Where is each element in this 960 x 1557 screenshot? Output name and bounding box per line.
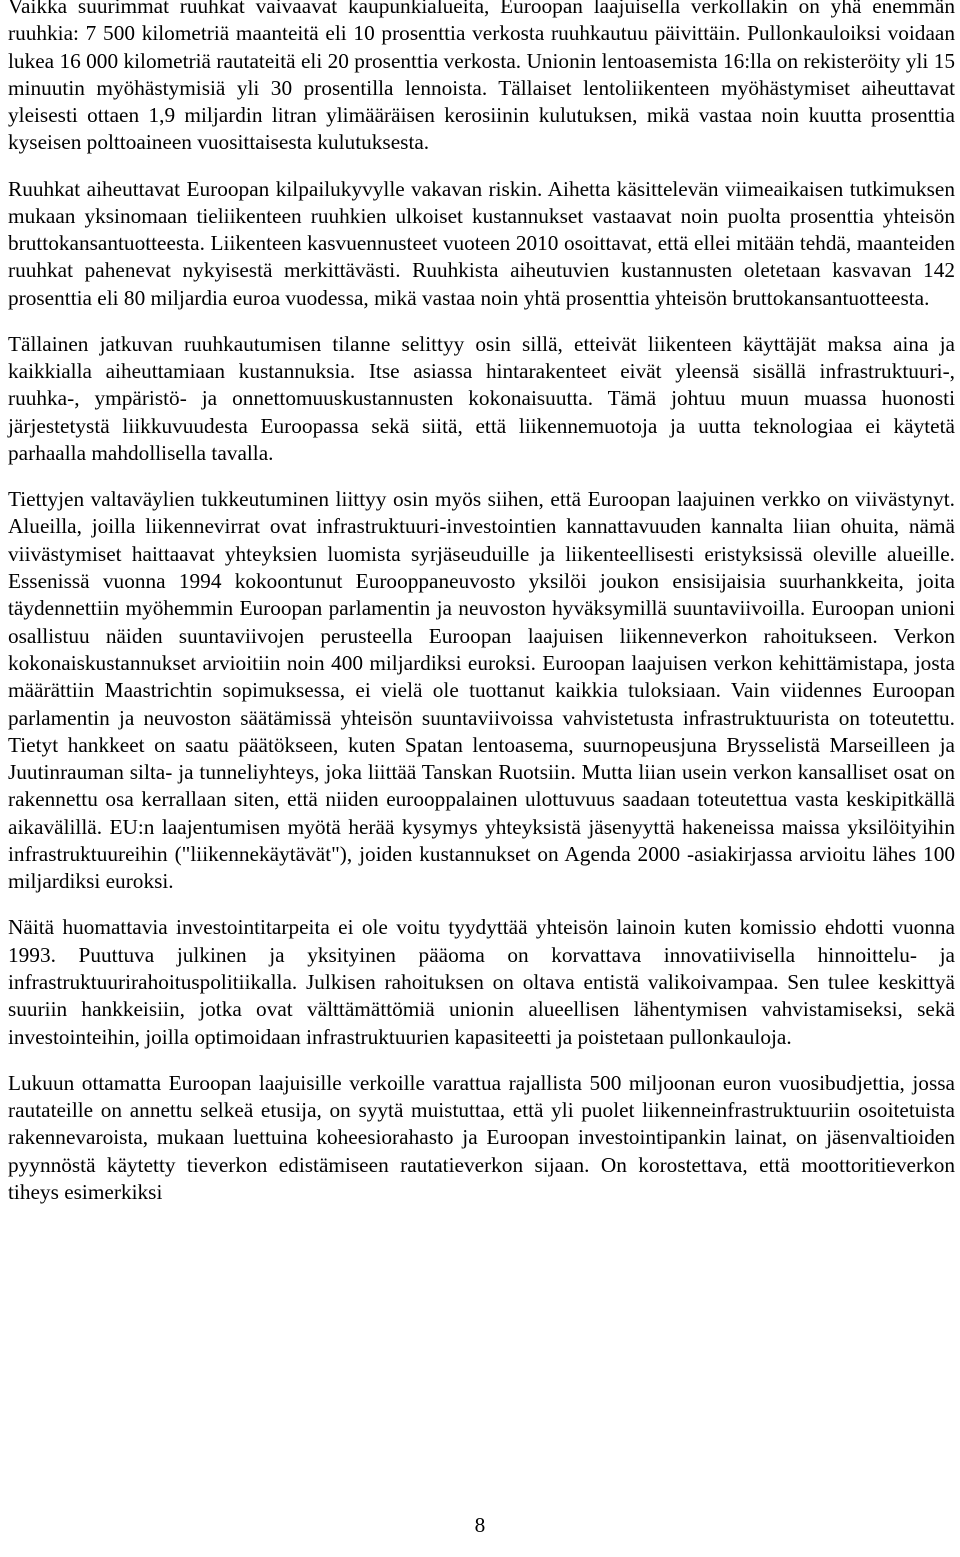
- paragraph-budget-allocation: Lukuun ottamatta Euroopan laajuisille verkoille varattua rajallista 500 miljoonan euron vuosibudjettia, jossa rautateille on annettu selkeä etusija, on syytä muistuttaa, että yli puolet liikenneinfrastruktuuriin osoitetuista rakennevaroista, mukaan luettuina koheesiorahasto ja Euroopan investointipankin lainat, on jäsenvaltioiden pyynnöstä käytetty tieverkon edistämiseen rautatieverkon sijaan. On korostettava, että moottoritieverkon tiheys esimerkiksi: [8, 1070, 955, 1204]
- paragraph-congestion-statistics: Vaikka suurimmat ruuhkat vaivaavat kaupunkialueita, Euroopan laajuisella verkollakin on yhä enemmän ruuhkia: 7 500 kilometriä maanteitä eli 10 prosenttia verkosta ruuhkautuu päivittäin. Pullonkauloiksi voidaan lukea 16 000 kilometriä rautateitä eli 20 prosenttia verkosta. Unionin lentoasemista 16:lla on rekisteröity yli 15 minuutin myöhästymisiä yli 30 prosentilla lennoista. Tällaiset lentoliikenteen myöhästymiset aiheuttavat yleisesti ottaen 1,9 miljardin litran ylimääräisen kerosiinin kulutuksen, mikä vastaa noin kuutta prosenttia kyseisen polttoaineen vuosittaisesta kulutuksesta.: [8, 0, 955, 155]
- paragraph-investment-needs: Näitä huomattavia investointitarpeita ei ole voitu tyydyttää yhteisön lainoin kuten komissio ehdotti vuonna 1993. Puuttuva julkinen ja yksityinen pääoma on korvattava innovatiivisella hinnoittelu- ja infrastruktuurirahoituspolitiikalla. Julkisen rahoituksen on oltava entistä valikoivampaa. Sen tulee keskittyä suuriin hankkeisiin, jotka ovat välttämättömiä unionin alueellisen lähentymisen vahvistamiseksi, sekä investointeihin, joilla optimoidaan infrastruktuurien kapasiteetti ja poistetaan pullonkauloja.: [8, 915, 955, 1049]
- page-number: 8: [474, 1513, 486, 1537]
- paragraph-user-costs: Tällainen jatkuvan ruuhkautumisen tilanne selittyy osin sillä, etteivät liikenteen käyttäjät maksa aina ja kaikkialla aiheuttamiaan kustannuksia. Itse asiassa hintarakenteet eivät yleensä sisällä infrastruktuuri-, ruuhka-, ympäristö- ja onnettomuuskustannusten kokonaisuutta. Tämä johtuu muun muassa huonosti järjestetystä liikkuvuudesta Euroopassa sekä siitä, että liikennemuotoja ja uutta teknologiaa ei käytetä parhaalla mahdollisella tavalla.: [8, 331, 955, 466]
- paragraph-trans-european-network: Tiettyjen valtaväylien tukkeutuminen liittyy osin myös siihen, että Euroopan laajuinen verkko on viivästynyt. Alueilla, joilla liikennevirrat ovat infrastruktuuri-investointien kannattavuuden kannalta liian ohuita, nämä viivästymiset haittaavat yhteyksien luomista syrjäseuduille ja liikenteellisesti eristyksissä oleville alueille. Essenissä vuonna 1994 kokoontunut Eurooppaneuvosto yksilöi joukon ensisijaisia suurhankkeita, joita täydennettiin myöhemmin Euroopan parlamentin ja neuvoston hyväksymillä suuntaviivoilla. Euroopan unioni osallistuu näiden suuntaviivojen perusteella Euroopan laajuisen liikenneverkon rahoitukseen. Verkon kokonaiskustannukset arvioitiin noin 400 miljardiksi euroksi. Euroopan laajuisen verkon kehittämistapa, josta määrättiin Maastrichtin sopimuksessa, ei vielä ole tuottanut kaikkia tuloksiaan. Vain viidennes Euroopan parlamentin ja neuvoston säätämissä yhteisön suuntaviivoissa vahvistetusta infrastruktuurista on toteutettu. Tietyt hankkeet on saatu päätökseen, kuten Spatan lentoasema, suurnopeusjuna Brysselistä Marseilleen ja Juutinrauman silta- ja tunneliyhteys, joka liittää Tanskan Ruotsiin. Mutta liian usein verkon kansalliset osat on rakennettu osa kerrallaan siten, että niiden eurooppalainen ulottuvuus saadaan toteutettua vasta keskipitkällä aikavälillä. EU:n laajentumisen myötä herää kysymys yhteyksistä jäsenyyttä hakeneissa maissa yksilöityihin infrastruktuureihin ("liikennekäytävät"), joiden kustannukset on Agenda 2000 -asiakirjassa arvioitu lähes 100 miljardiksi euroksi.: [8, 487, 955, 894]
- document-page: [8, 0, 955, 1225]
- paragraph-competitiveness-risk: Ruuhkat aiheuttavat Euroopan kilpailukyvylle vakavan riskin. Aihetta käsittelevän viimeaikaisen tutkimuksen mukaan yksinomaan tieliikenteen ruuhkien ulkoiset kustannukset vastaavat noin puolta prosenttia yhteisön bruttokansantuotteesta. Liikenteen kasvuennusteet vuoteen 2010 osoittavat, että ellei mitään tehdä, maanteiden ruuhkat pahenevat nykyisestä merkittävästi. Ruuhkista aiheutuvien kustannusten oletetaan kasvavan 142 prosenttia eli 80 miljardia euroa vuodessa, mikä vastaa noin yhtä prosenttia yhteisön bruttokansantuotteesta.: [8, 176, 955, 310]
